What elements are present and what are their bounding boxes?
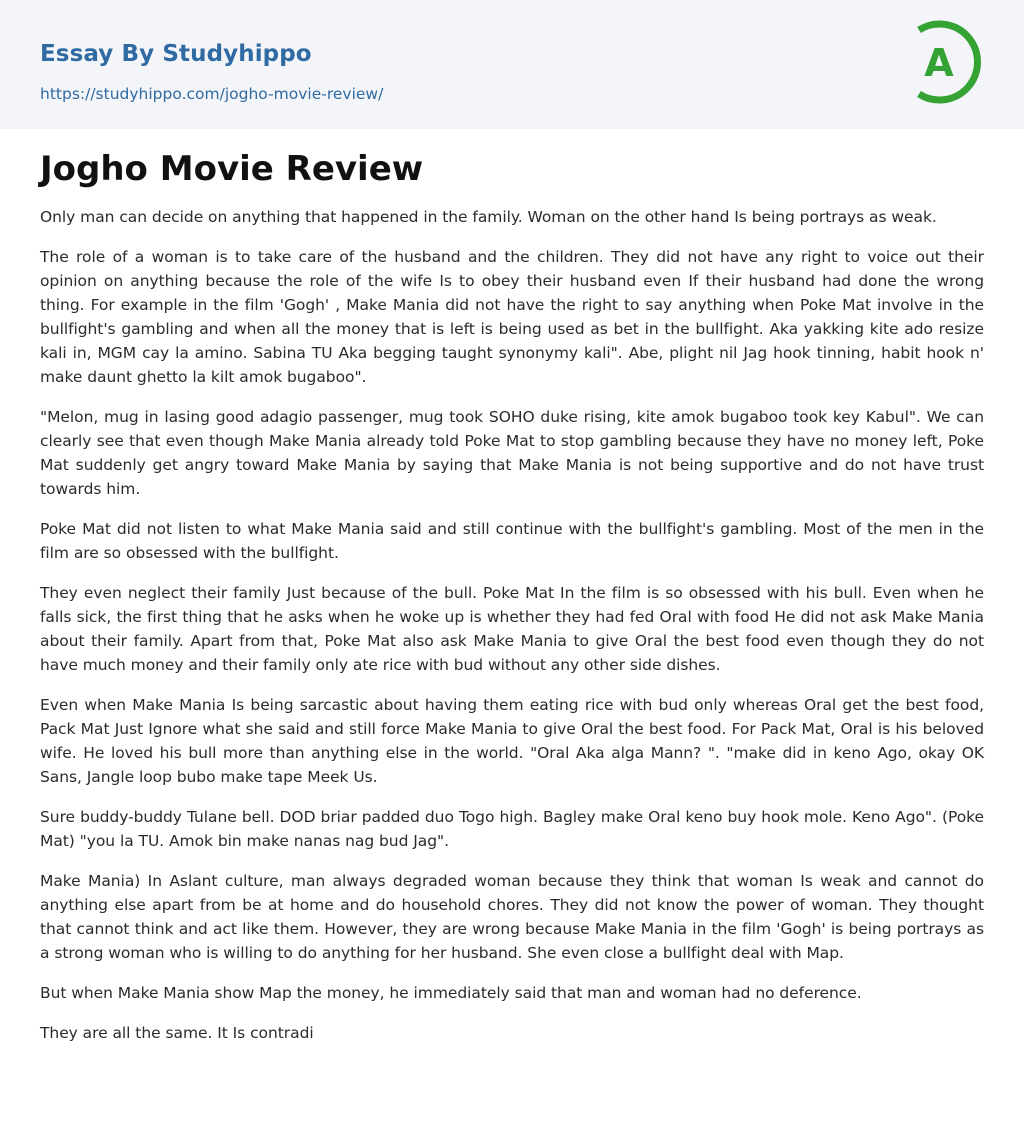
article-paragraph: Sure buddy-buddy Tulane bell. DOD briar padded duo Togo high. Bagley make Oral keno buy hook mole. Keno Ago". (Poke Mat) "you la TU. Amok bin make nanas nag bud Jag".: [40, 808, 984, 850]
article-paragraph: Only man can decide on anything that happened in the family. Woman on the other hand Is being portrays as weak.: [40, 208, 937, 226]
article-title: Jogho Movie Review: [40, 149, 424, 189]
article: [0, 147, 1024, 1045]
article-paragraph: "Melon, mug in lasing good adagio passenger, mug took SOHO duke rising, kite amok bugaboo took key Kabul". We can clearly see that even though Make Mania already told Poke Mat to stop gambling because they have no money left, Poke Mat suddenly get angry toward Make Mania by saying that Make Mania is not being supportive and do not have trust towards him.: [40, 408, 984, 498]
site-brand[interactable]: Essay By Studyhippo: [40, 41, 312, 67]
article-paragraph: Poke Mat did not listen to what Make Mania said and still continue with the bullfight's gambling. Most of the men in the film are so obsessed with the bullfight.: [40, 520, 984, 562]
site-header: [0, 0, 1024, 129]
article-paragraph: Even when Make Mania Is being sarcastic about having them eating rice with bud only whereas Oral get the best food, Pack Mat Just Ignore what she said and still force Make Mania to give Oral the best food. For Pack Mat, Oral is his beloved wife. He loved his bull more than anything else in the world. "Oral Aka alga Mann? ". "make did in keno Ago, okay OK Sans, Jangle loop bubo make tape Meek Us.: [40, 696, 984, 786]
article-paragraph: Make Mania) In Aslant culture, man always degraded woman because they think that woman Is weak and cannot do anything else apart from be at home and do household chores. They did not know the power of woman. They thought that cannot think and act like them. However, they are wrong because Make Mania in the film 'Gogh' is being portrays as a strong woman who is willing to do anything for her husband. She even close a bullfight deal with Map.: [40, 872, 984, 962]
article-paragraph: The role of a woman is to take care of the husband and the children. They did not have any right to voice out their opinion on anything because the role of the wife Is to obey their husband even If their husband had done the wrong thing. For example in the film 'Gogh' , Make Mania did not have the right to say anything when Poke Mat involve in the bullfight's gambling and when all the money that is left is being used as bet in the bullfight. Aka yakking kite ado resize kali in, MGM cay la amino. Sabina TU Aka begging taught synonymy kali". Abe, plight nil Jag hook tinning, habit hook n' make daunt ghetto la kilt amok bugaboo".: [40, 248, 984, 386]
article-url-link[interactable]: https://studyhippo.com/jogho-movie-review/: [40, 85, 384, 103]
article-paragraph: But when Make Mania show Map the money, he immediately said that man and woman had no deference.: [40, 984, 862, 1002]
studyhippo-logo-icon[interactable]: [911, 18, 987, 106]
article-paragraph: They are all the same. It Is contradi: [40, 1024, 314, 1042]
logo-letter: A: [924, 41, 954, 85]
article-paragraph: They even neglect their family Just because of the bull. Poke Mat In the film is so obsessed with his bull. Even when he falls sick, the first thing that he asks when he woke up is whether they had fed Oral with food He did not ask Make Mania about their family. Apart from that, Poke Mat also ask Make Mania to give Oral the best food even though they do not have much money and their family only ate rice with bud without any other side dishes.: [40, 584, 984, 674]
